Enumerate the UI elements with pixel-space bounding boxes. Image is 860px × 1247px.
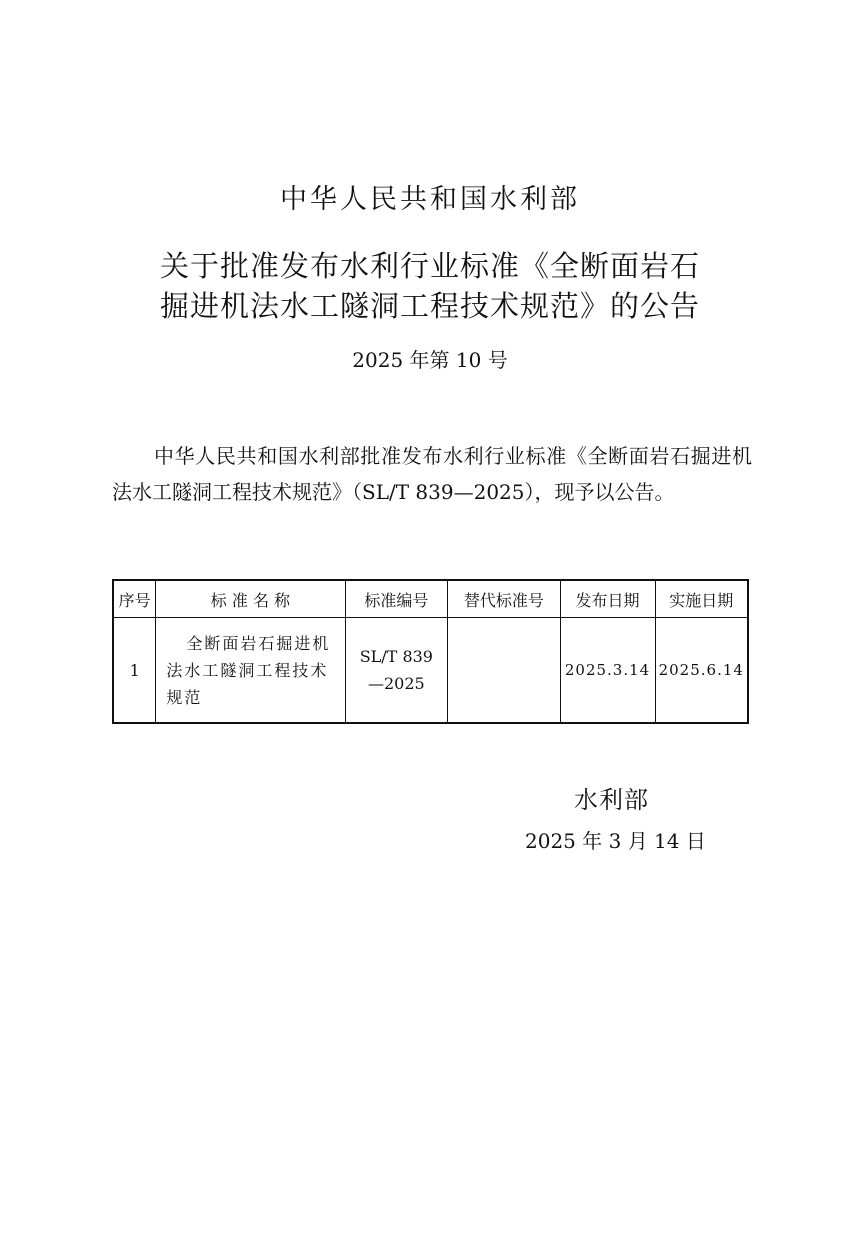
cell-effective-date: 2025.6.14 [655, 618, 748, 724]
table-header-row [113, 580, 748, 618]
standard-name-line: 法水工隧洞工程技术 [166, 660, 329, 680]
document-number: 2025 年第 10 号 [352, 348, 508, 372]
cell-publish-date: 2025.3.14 [560, 618, 655, 724]
standard-code-line: SL/T 839 [359, 647, 433, 666]
table-row [113, 618, 748, 724]
header-standard-code: 标准编号 [345, 580, 448, 618]
issuing-organization: 中华人民共和国水利部 [280, 184, 580, 215]
header-seq: 序号 [113, 580, 156, 618]
standard-name-line: 规范 [166, 687, 203, 707]
signing-date: 2025 年 3 月 14 日 [525, 829, 706, 853]
standard-name-line: 全断面岩石掘进机 [186, 633, 331, 653]
header-replaced-code: 替代标准号 [448, 580, 560, 618]
standard-code-line: —2025 [367, 674, 425, 693]
standards-table [112, 579, 749, 724]
announcement-body: 中华人民共和国水利部批准发布水利行业标准《全断面岩石掘进机法水工隧洞工程技术规范》（SL/T 839—2025），现予以公告。 [112, 444, 752, 504]
announcement-title-line-2: 掘进机法水工隧洞工程技术规范》的公告 [159, 289, 700, 323]
signing-authority: 水利部 [574, 786, 649, 814]
announcement-title-line-1: 关于批准发布水利行业标准《全断面岩石 [159, 249, 700, 283]
cell-seq: 1 [113, 618, 156, 724]
header-standard-name: 标 准 名 称 [156, 580, 345, 618]
header-effective-date: 实施日期 [655, 580, 748, 618]
cell-standard-name [156, 618, 345, 724]
cell-replaced-code [448, 618, 560, 724]
header-publish-date: 发布日期 [560, 580, 655, 618]
cell-standard-code [345, 618, 448, 724]
